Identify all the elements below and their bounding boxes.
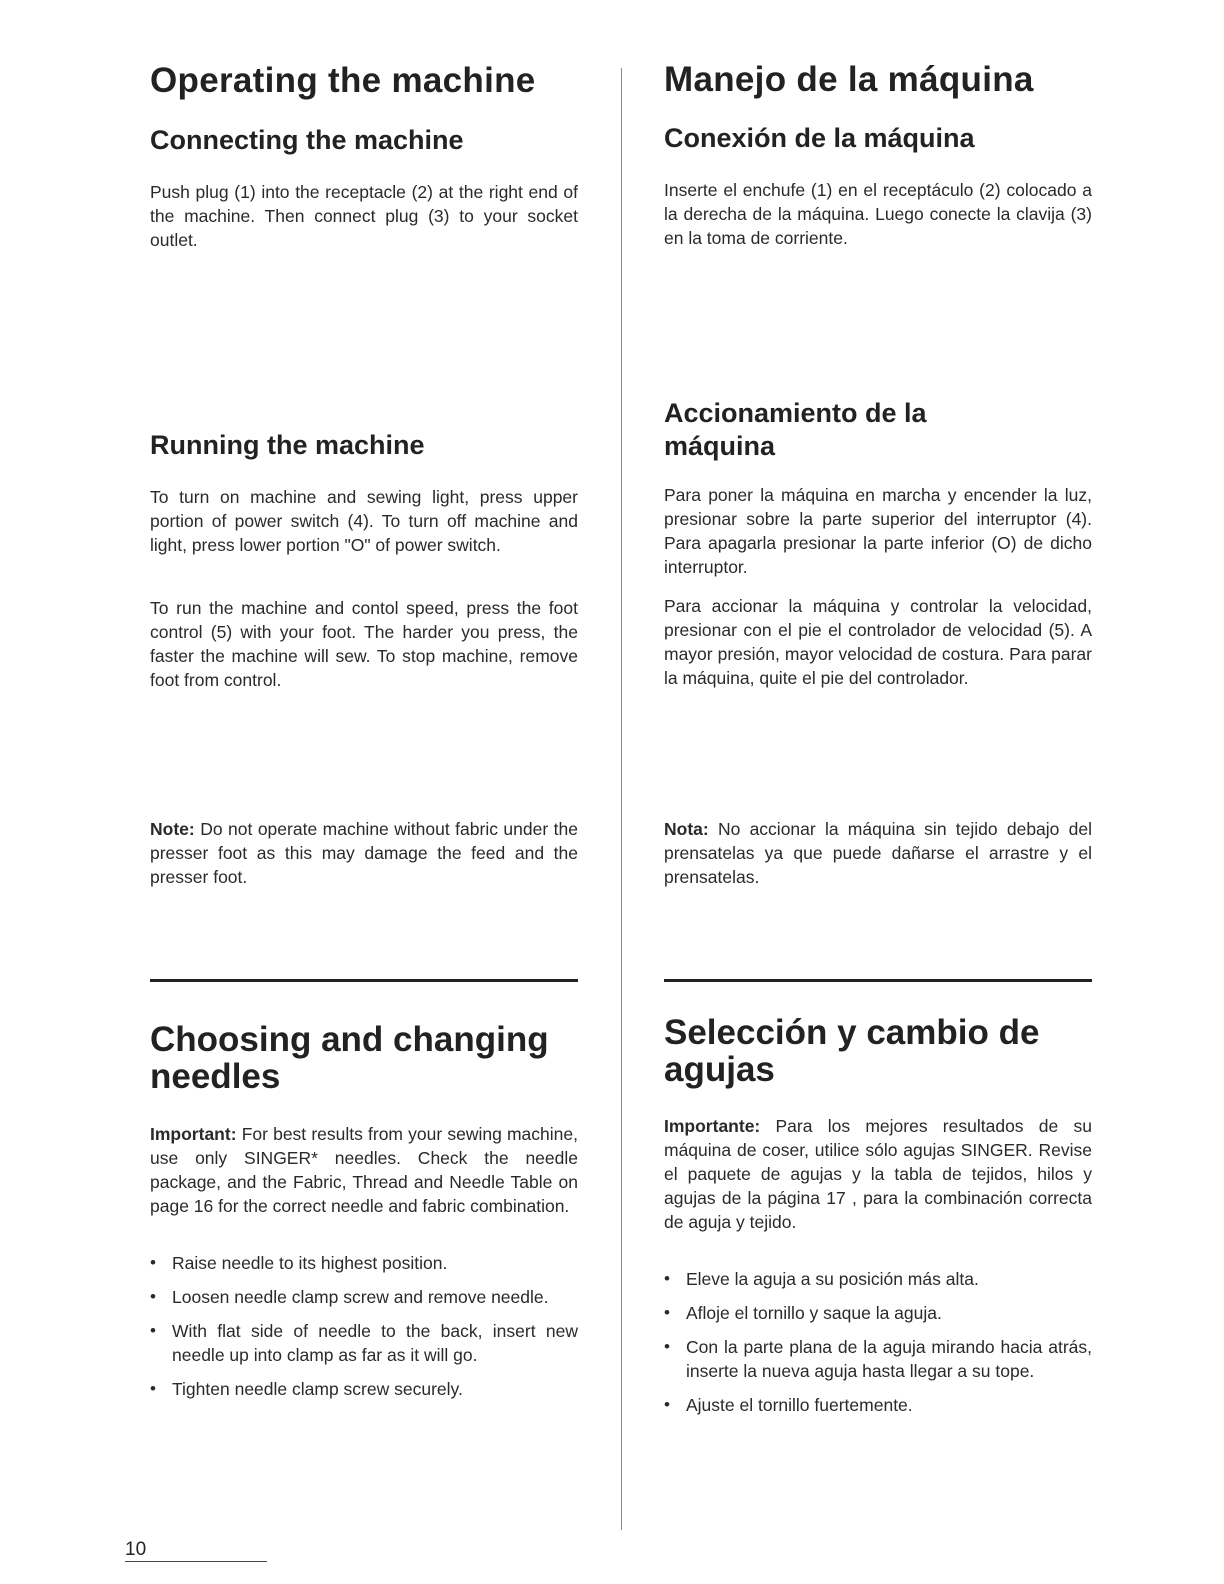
list-item: • Raise needle to its highest position. bbox=[150, 1251, 578, 1275]
section-rule-en bbox=[150, 979, 578, 982]
note-text-en: Do not operate machine without fabric under the presser foot as this may damage the feed and the presser foot. bbox=[150, 819, 578, 887]
column-divider bbox=[621, 68, 622, 1530]
important-label-es: Importante: bbox=[664, 1116, 761, 1136]
note-label-es: Nota: bbox=[664, 819, 709, 839]
running-text-2-es: Para accionar la máquina y controlar la velocidad, presionar con el pie el controlador de velocidad (5). A mayor presión, mayor velocidad de costura. Para parar la máquina, quite el pie del controlador. bbox=[664, 596, 1092, 688]
important-es bbox=[664, 1114, 1092, 1234]
note-es bbox=[664, 817, 1092, 889]
connecting-heading-es: Conexión de la máquina bbox=[664, 123, 975, 153]
note-en bbox=[150, 817, 578, 889]
page-title-es: Manejo de la máquina bbox=[664, 60, 1034, 99]
section-rule-es bbox=[664, 979, 1092, 982]
important-en bbox=[150, 1122, 578, 1218]
running-text-1-es: Para poner la máquina en marcha y encender la luz, presionar sobre la parte superior del interruptor (4). Para apagarla presionar la parte inferior (O) de dicho interruptor. bbox=[664, 485, 1092, 577]
list-item: • Loosen needle clamp screw and remove needle. bbox=[150, 1285, 578, 1309]
needle-steps-en bbox=[150, 1251, 578, 1411]
important-text-es: Para los mejores resultados de su máquina de coser, utilice sólo agujas SINGER. Revise el paquete de agujas y la tabla de tejidos, hilos y agujas de la página 17 , para la combinación correcta de aguja y tejido. bbox=[664, 1116, 1092, 1232]
important-label-en: Important: bbox=[150, 1124, 237, 1144]
running-text-2-en: To run the machine and contol speed, press the foot control (5) with your foot. The harder you press, the faster the machine will sew. To stop machine, remove foot from control. bbox=[150, 598, 578, 690]
page-number: 10 bbox=[125, 1539, 267, 1562]
running-heading-en: Running the machine bbox=[150, 430, 425, 460]
connecting-heading-en: Connecting the machine bbox=[150, 125, 464, 155]
page-title-en: Operating the machine bbox=[150, 61, 536, 100]
note-label-en: Note: bbox=[150, 819, 195, 839]
list-item: • Eleve la aguja a su posición más alta. bbox=[664, 1267, 1092, 1291]
connecting-text-en: Push plug (1) into the receptacle (2) at the right end of the machine. Then connect plug (3) to your socket outlet. bbox=[150, 182, 578, 250]
list-item: • Con la parte plana de la aguja mirando hacia atrás, inserte la nueva aguja hasta llegar a su tope. bbox=[664, 1335, 1092, 1383]
connecting-text-es: Inserte el enchufe (1) en el receptáculo (2) colocado a la derecha de la máquina. Luego conecte la clavija (3) en la toma de corriente. bbox=[664, 180, 1092, 248]
needles-heading-en: Choosing and changing needles bbox=[150, 1020, 549, 1096]
list-item: • With flat side of needle to the back, insert new needle up into clamp as far as it will go. bbox=[150, 1319, 578, 1367]
running-text-1-en: To turn on machine and sewing light, press upper portion of power switch (4). To turn off machine and light, press lower portion "O" of power switch. bbox=[150, 487, 578, 555]
list-item: • Ajuste el tornillo fuertemente. bbox=[664, 1393, 1092, 1417]
list-item: • Tighten needle clamp screw securely. bbox=[150, 1377, 578, 1401]
needle-steps-es bbox=[664, 1267, 1092, 1427]
running-heading-es: Accionamiento de la máquina bbox=[664, 398, 927, 461]
needles-heading-es: Selección y cambio de agujas bbox=[664, 1013, 1040, 1089]
note-text-es: No accionar la máquina sin tejido debajo del prensatelas ya que puede dañarse el arrastre y el prensatelas. bbox=[664, 819, 1092, 887]
list-item: • Afloje el tornillo y saque la aguja. bbox=[664, 1301, 1092, 1325]
important-text-en: For best results from your sewing machine, use only SINGER* needles. Check the needle package, and the Fabric, Thread and Needle Table on page 16 for the correct needle and fabric combination. bbox=[150, 1124, 578, 1216]
